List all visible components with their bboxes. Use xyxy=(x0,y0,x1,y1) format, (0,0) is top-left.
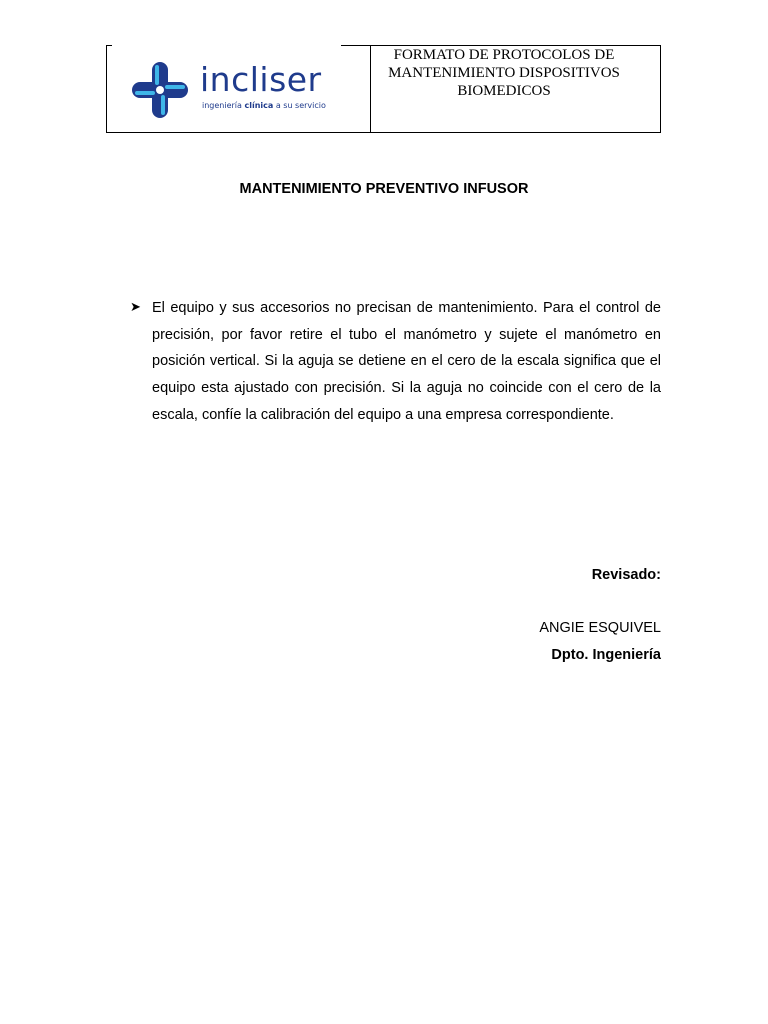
header-divider xyxy=(370,45,371,133)
logo-wordmark: incliser xyxy=(200,60,322,99)
header-title-line: MANTENIMIENTO DISPOSITIVOS xyxy=(388,65,620,81)
logo-tagline: ingeniería clínica a su servicio xyxy=(202,101,326,110)
medical-cross-icon xyxy=(130,60,190,120)
document-title: MANTENIMIENTO PREVENTIVO INFUSOR xyxy=(239,181,529,197)
reviewer-department: Dpto. Ingeniería xyxy=(551,647,661,663)
body-paragraph: El equipo y sus accesorios no precisan de mantenimiento. Para el control de precisión, por favor retire el tubo el manómetro y sujete el manómetro en posición vertical. Si la aguja se detiene en el cero de la escala significa que el equipo esta ajustado con precisión. Si la aguja no coincide con el cero de la escala, confíe la calibración del equipo a una empresa correspondiente. xyxy=(152,300,661,423)
arrow-bullet-icon: ➤ xyxy=(130,299,141,314)
header-title-line: BIOMEDICOS xyxy=(457,83,551,99)
header-title xyxy=(372,46,636,100)
reviewer-name: ANGIE ESQUIVEL xyxy=(539,620,661,636)
header-title-line: FORMATO DE PROTOCOLOS DE xyxy=(393,47,615,63)
incliser-logo xyxy=(130,60,330,120)
reviewed-label: Revisado: xyxy=(591,567,661,583)
